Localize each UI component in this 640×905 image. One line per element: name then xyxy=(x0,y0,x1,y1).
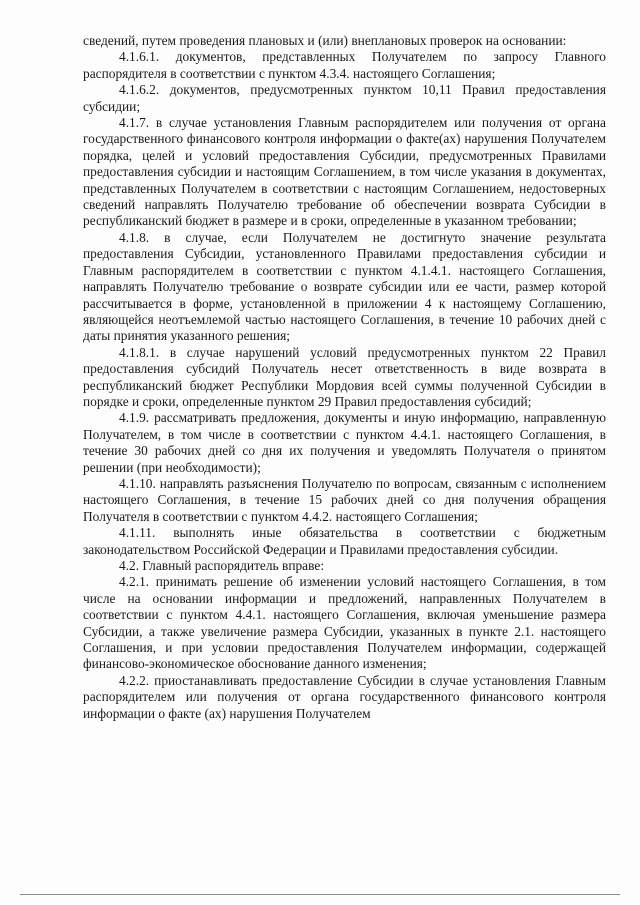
paragraph-4-1-6-1: 4.1.6.1. документов, представленных Получателем по запросу Главного распорядителя в соответствии с пунктом 4.3.4. настоящего Соглашения; xyxy=(83,49,606,81)
paragraph-4-2-2: 4.2.2. приостанавливать предоставление Субсидии в случае установления Главным распорядителем или получения от органа государственного финансового контроля информации о факте (ах) нарушения Получателем xyxy=(83,672,606,721)
page-bottom-rule xyxy=(20,894,620,895)
document-body xyxy=(83,33,606,722)
paragraph-4-1-11: 4.1.11. выполнять иные обязательства в соответствии с бюджетным законодательством Российской Федерации и Правилами предоставления субсидии. xyxy=(83,525,606,557)
paragraph-4-1-8: 4.1.8. в случае, если Получателем не достигнуто значение результата предоставления Субсидии, установленного Правилами предоставления субсидии и Главным распорядителем в соответствии с пунктом 4.1.4.1. настоящего Соглашения, направлять Получателю требование о возврате субсидии или ее части, размер которой рассчитывается в форме, установленной в приложении 4 к настоящему Соглашению, являющейся неотъемлемой частью настоящего Соглашения, в течение 10 рабочих дней с даты принятия указанного решения; xyxy=(83,229,606,344)
paragraph-4-1-6-2: 4.1.6.2. документов, предусмотренных пунктом 10,11 Правил предоставления субсидии; xyxy=(83,82,606,114)
paragraph-4-2: 4.2. Главный распорядитель вправе: xyxy=(119,558,325,573)
paragraph-4-1-8-1: 4.1.8.1. в случае нарушений условий предусмотренных пунктом 22 Правил предоставления субсидий Получатель несет ответственность в виде возврата в республиканский бюджет Республики Мордовия всей суммы полученной Субсидии в порядке и сроки, определенные пунктом 29 Правил предоставления субсидий; xyxy=(83,344,606,409)
paragraph-4-2-1: 4.2.1. принимать решение об изменении условий настоящего Соглашения, в том числе на основании информации и предложений, направленных Получателем в соответствии с пунктом 4.4.1. настоящего Соглашения, включая уменьшение размера Субсидии, а также увеличение размера Субсидии, указанных в пункте 2.1. настоящего Соглашения, и при условии предоставления Получателем информации, содержащей финансово-экономическое обоснование данного изменения; xyxy=(83,574,606,672)
paragraph-4-1-9: 4.1.9. рассматривать предложения, документы и иную информацию, направленную Получателем, в том числе в соответствии с пунктом 4.4.1. настоящего Соглашения, в течение 30 рабочих дней со дня их получения и уведомлять Получателя о принятом решении (при необходимости); xyxy=(83,410,606,475)
paragraph-4-1-10: 4.1.10. направлять разъяснения Получателю по вопросам, связанным с исполнением настоящего Соглашения, в течение 15 рабочих дней со дня получения обращения Получателя в соответствии с пунктом 4.4.2. настоящего Соглашения; xyxy=(83,475,606,524)
paragraph-4-1-7: 4.1.7. в случае установления Главным распорядителем или получения от органа государственного финансового контроля информации о факте(ах) нарушения Получателем порядка, целей и условий предоставления Субсидии, предусмотренных Правилами предоставления субсидии и настоящим Соглашением, в том числе указания в документах, представленных Получателем в соответствии с настоящим Соглашением, недостоверных сведений направлять Получателю требование об обеспечении возврата Субсидии в республиканский бюджет в размере и в сроки, определенные в указанном требовании; xyxy=(83,115,606,229)
paragraph-continuation: сведений, путем проведения плановых и (или) внеплановых проверок на основании: xyxy=(83,33,567,48)
